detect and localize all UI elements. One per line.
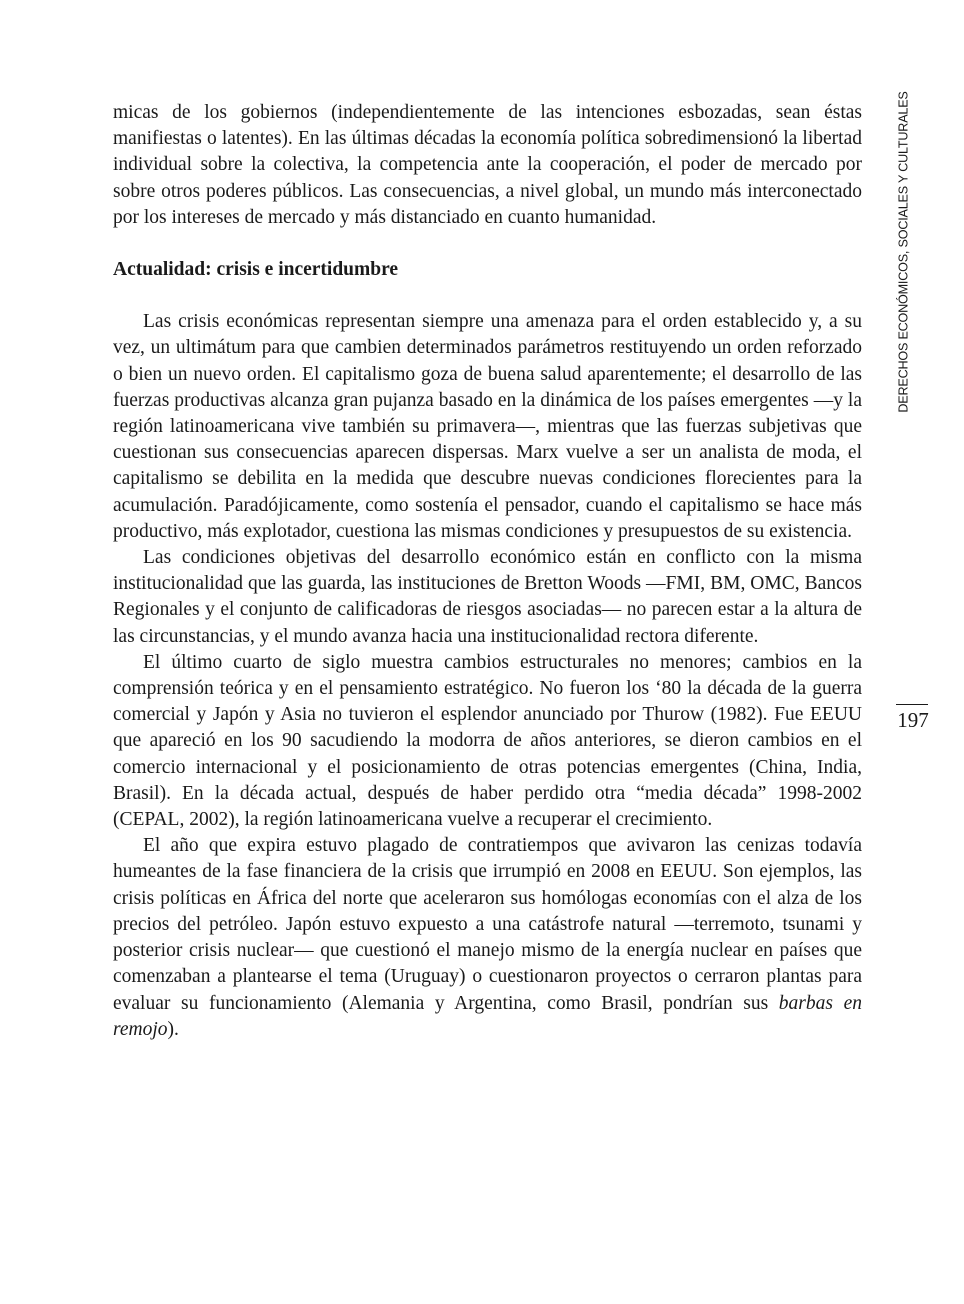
paragraph-year-events [113,833,862,1043]
paragraph-institutions: Las condiciones objetivas del desarrollo económico están en conflicto con la misma institucionalidad que las guarda, las instituciones de Bretton Woods —FMI, BM, OMC, Bancos Regionales y el conjunto de calificadoras de riesgos asociadas— no parecen estar a la altura de las circunstancias, y el mundo avanza hacia una institucionalidad rectora diferente. [113,547,862,647]
paragraph-year-events-end: ). [167,1018,179,1040]
page-number: 197 [897,708,929,732]
page-body [113,100,862,1043]
paragraph-year-events-text: El año que expira estuvo plagado de contratiempos que avivaron las cenizas todavía humeantes de la fase financiera de la crisis que irrumpió en 2008 en EEUU. Son ejemplos, las crisis políticas en África del norte que aceleraron sus homólogas economías con el alza de los precios del petróleo. Japón estuvo expuesto a una catástrofe natural —terremoto, tsunami y posterior crisis nuclear— que cuestionó el manejo mismo de la energía nuclear en países que comenzaban a plantearse el tema (Uruguay) o cuestionaron proyectos o cerraron plantas para evaluar su funcionamiento (Alemania y Argentina, como Brasil, pondrían sus [113,835,862,1014]
section-heading: Actualidad: crisis e incertidumbre [113,259,399,281]
paragraph-continued: micas de los gobiernos (independientemente de las intenciones esbozadas, sean éstas manifiestas o latentes). En las últimas décadas la economía política sobredimensionó la libertad individual sobre la colectiva, la competencia ante la cooperación, el poder de mercado por sobre otros poderes públicos. Las consecuencias, a nivel global, un mundo más interconectado por los intereses de mercado y más distanciado en cuanto humanidad. [113,102,862,228]
paragraph-crisis: Las crisis económicas representan siempre una amenaza para el orden establecido y, a su vez, un ultimátum para que cambien determinados parámetros restituyendo un orden reforzado o bien un nuevo orden. El capitalismo goza de buena salud aparentemente; el desarrollo de las fuerzas productivas alcanza gran pujanza basado en la dinámica de los países emergentes —y la región latinoamericana vive también su primavera—, mientras que las fuerzas subjetivas que cuestionan sus consecuencias aparecen dispersas. Marx vuelve a ser un analista de moda, el capitalismo se debilita en la medida que descubre nuevas condiciones florecientes para la acumulación. Paradójicamente, como sostenía el pensador, cuando el capitalismo se hace más productivo, más explotador, cuestiona las mismas condiciones y presupuestos de su existencia. [113,311,862,542]
running-header [893,91,915,413]
page-number-rule [896,704,928,705]
italic-phrase: barbas en remojo [113,992,862,1040]
running-header-text: DERECHOS ECONÓMICOS, SOCIALES Y CULTURALES [897,91,911,413]
paragraph-structural-changes: El último cuarto de siglo muestra cambios estructurales no menores; cambios en la comprensión teórica y en el pensamiento estratégico. No fueron los ‘80 la década de la guerra comercial y Japón y Asia no tuvieron el esplendor anunciado por Thurow (1982). Fue EEUU que apareció en los 90 sacudiendo la modorra de años anteriores, se dieron cambios en el comercio internacional y el posicionamiento de otras potencias emergentes (China, India, Brasil). En la década actual, después de haber perdido otra “media década” 1998-2002 (CEPAL, 2002), la región latinoamericana vuelve a recuperar el crecimiento. [113,651,862,831]
